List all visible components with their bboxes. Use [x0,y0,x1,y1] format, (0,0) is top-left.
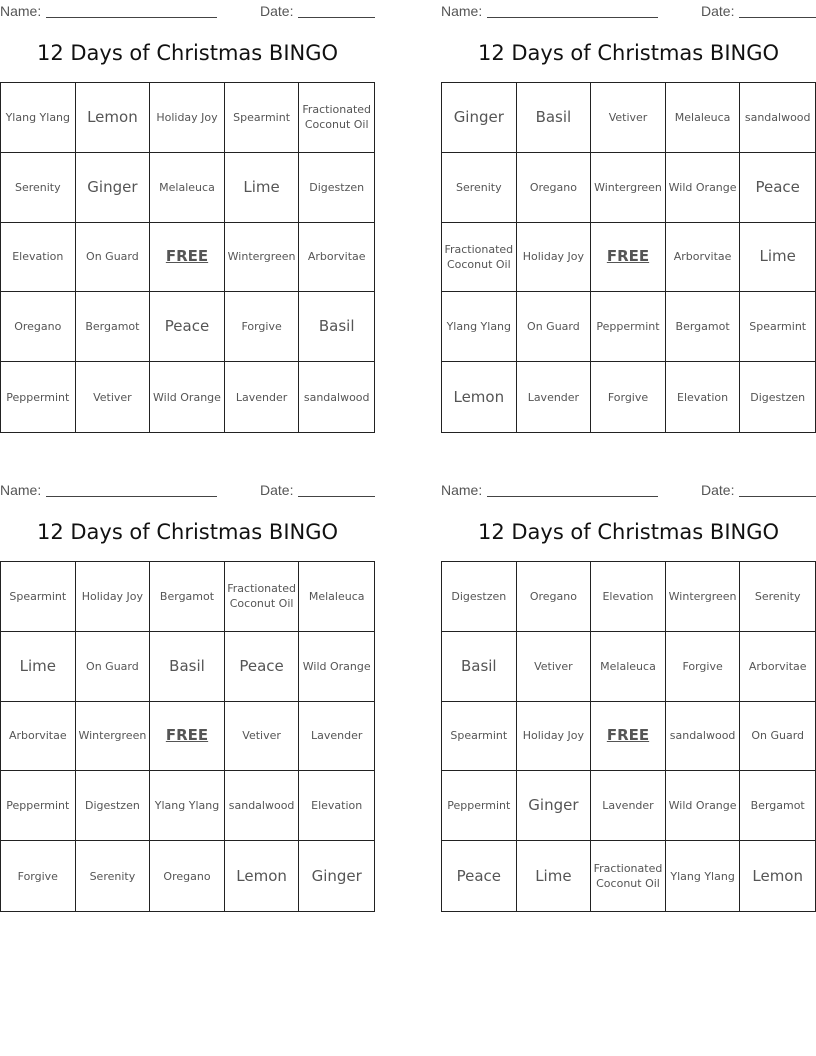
bingo-cell[interactable]: Peace [740,153,815,223]
bingo-cell[interactable]: Peppermint [591,292,666,362]
bingo-cell[interactable]: Lime [1,632,76,702]
name-label: Name: [0,482,42,498]
bingo-cell[interactable]: Wild Orange [299,632,374,702]
bingo-cell[interactable]: sandalwood [303,390,370,404]
bingo-grid [0,561,375,912]
bingo-cell[interactable]: Fractionated Coconut Oil [591,841,666,911]
bingo-cell[interactable]: Serenity [740,562,815,632]
bingo-cell[interactable]: Basil [517,83,592,153]
bingo-cell[interactable]: sandalwood [225,771,300,841]
name-line[interactable] [46,17,217,18]
bingo-cell[interactable]: Elevation [666,362,741,432]
bingo-cell[interactable]: Vetiver [76,362,151,432]
card-title: 12 Days of Christmas BINGO [36,41,339,65]
bingo-cell[interactable]: Peppermint [1,771,76,841]
free-space-cell[interactable]: FREE [150,223,225,293]
bingo-cell[interactable]: Lime [517,841,592,911]
bingo-cell[interactable]: Fractionated Coconut Oil [225,562,300,632]
bingo-cell[interactable]: Serenity [1,153,76,223]
bingo-cell[interactable]: Basil [299,292,374,362]
bingo-cell[interactable]: Peace [225,632,300,702]
bingo-cell[interactable]: Fractionated Coconut Oil [442,223,517,293]
bingo-cell[interactable]: Elevation [299,771,374,841]
bingo-cell[interactable]: Arborvitae [1,702,76,772]
bingo-grid [0,82,375,433]
free-space-cell[interactable]: FREE [150,702,225,772]
bingo-cell[interactable]: Melaleuca [299,562,374,632]
bingo-cell[interactable]: Basil [150,632,225,702]
bingo-cell[interactable]: Serenity [76,841,151,911]
bingo-cell[interactable]: Lemon [442,362,517,432]
bingo-grid [441,561,816,912]
bingo-cell[interactable]: Lime [225,153,300,223]
bingo-cell[interactable]: Ylang Ylang [666,841,741,911]
bingo-cell[interactable]: Elevation [591,562,666,632]
bingo-cell[interactable]: On Guard [76,223,151,293]
bingo-cell[interactable]: Lavender [591,771,666,841]
bingo-cell[interactable]: Ylang Ylang [442,292,517,362]
bingo-cell[interactable]: Oregano [150,841,225,911]
date-label: Date: [701,3,735,19]
bingo-cell[interactable]: Lemon [752,866,803,885]
bingo-cell[interactable]: Oregano [517,153,592,223]
bingo-cell[interactable]: Holiday Joy [150,83,225,153]
bingo-cell[interactable]: On Guard [517,292,592,362]
bingo-cell[interactable]: Arborvitae [740,632,815,702]
bingo-cell[interactable]: Vetiver [517,632,592,702]
bingo-cell[interactable]: Oregano [1,292,76,362]
bingo-cell[interactable]: Peppermint [442,771,517,841]
bingo-cell[interactable]: Lemon [76,83,151,153]
bingo-cell[interactable]: Holiday Joy [76,562,151,632]
bingo-cell[interactable]: Fractionated Coconut Oil [299,83,374,153]
name-line[interactable] [487,17,658,18]
bingo-cell[interactable]: Bergamot [666,292,741,362]
bingo-cell[interactable]: Forgive [591,362,666,432]
bingo-cell[interactable]: On Guard [76,632,151,702]
bingo-cell[interactable]: Ginger [442,83,517,153]
bingo-cell[interactable]: On Guard [740,702,815,772]
bingo-cell[interactable]: Digestzen [442,562,517,632]
card-header [441,482,816,500]
name-label: Name: [441,3,483,19]
card-title: 12 Days of Christmas BINGO [477,520,780,544]
bingo-cell[interactable]: Ylang Ylang [150,771,225,841]
bingo-cell[interactable]: Spearmint [1,562,76,632]
bingo-cell[interactable]: Holiday Joy [517,223,592,293]
name-line[interactable] [487,496,658,497]
bingo-cell[interactable]: sandalwood [740,83,815,153]
bingo-cell[interactable]: Wild Orange [666,153,741,223]
bingo-cell[interactable]: Ginger [311,866,362,885]
bingo-cell[interactable]: Spearmint [442,702,517,772]
bingo-cell[interactable]: Wild Orange [666,771,741,841]
bingo-cell[interactable]: sandalwood [666,702,741,772]
bingo-cell[interactable]: Lavender [299,702,374,772]
card-header [441,3,816,21]
free-space-cell[interactable]: FREE [591,223,666,293]
bingo-cell[interactable]: Forgive [666,632,741,702]
card-header [0,482,375,500]
bingo-cell[interactable]: Wintergreen [666,562,741,632]
bingo-cell[interactable]: Ginger [76,153,151,223]
name-line[interactable] [46,496,217,497]
card-title: 12 Days of Christmas BINGO [477,41,780,65]
bingo-cell[interactable]: Peace [442,841,517,911]
bingo-cell[interactable]: Bergamot [150,562,225,632]
date-label: Date: [701,482,735,498]
bingo-cell[interactable]: Lavender [225,362,300,432]
bingo-cell[interactable]: Melaleuca [150,153,225,223]
bingo-cell[interactable]: Peace [150,292,225,362]
bingo-cell[interactable]: Melaleuca [666,83,741,153]
bingo-cell[interactable]: Lemon [225,841,300,911]
bingo-cell[interactable]: Wintergreen [76,702,151,772]
card-title: 12 Days of Christmas BINGO [36,520,339,544]
bingo-cell[interactable]: Spearmint [740,292,815,362]
bingo-cell[interactable]: Forgive [1,841,76,911]
bingo-cell[interactable]: Bergamot [76,292,151,362]
bingo-cell[interactable]: Digestzen [750,390,806,404]
date-line[interactable] [739,496,816,497]
bingo-cell[interactable]: Serenity [442,153,517,223]
bingo-cell[interactable]: Vetiver [591,83,666,153]
bingo-cell[interactable]: Bergamot [740,771,815,841]
date-label: Date: [260,482,294,498]
bingo-cell[interactable]: Wild Orange [150,362,225,432]
bingo-cell[interactable]: Ginger [517,771,592,841]
bingo-cell[interactable]: Vetiver [225,702,300,772]
bingo-cell[interactable]: Lavender [517,362,592,432]
date-line[interactable] [298,17,375,18]
name-label: Name: [441,482,483,498]
card-header [0,3,375,21]
name-label: Name: [0,3,42,19]
bingo-cell[interactable]: Lime [740,223,815,293]
bingo-cell[interactable]: Arborvitae [299,223,374,293]
bingo-cell[interactable]: Spearmint [225,83,300,153]
free-space-cell[interactable]: FREE [591,702,666,772]
bingo-cell[interactable]: Forgive [225,292,300,362]
bingo-cell[interactable]: Arborvitae [666,223,741,293]
date-label: Date: [260,3,294,19]
bingo-cell[interactable]: Digestzen [299,153,374,223]
bingo-cell[interactable]: Holiday Joy [517,702,592,772]
bingo-cell[interactable]: Basil [442,632,517,702]
date-line[interactable] [739,17,816,18]
bingo-cell[interactable]: Ylang Ylang [1,83,76,153]
bingo-cell[interactable]: Wintergreen [225,223,300,293]
bingo-cell[interactable]: Digestzen [76,771,151,841]
bingo-cell[interactable]: Elevation [1,223,76,293]
bingo-cell[interactable]: Oregano [517,562,592,632]
bingo-grid [441,82,816,433]
date-line[interactable] [298,496,375,497]
bingo-cell[interactable]: Peppermint [1,362,76,432]
bingo-cell[interactable]: Wintergreen [591,153,666,223]
bingo-cell[interactable]: Melaleuca [591,632,666,702]
